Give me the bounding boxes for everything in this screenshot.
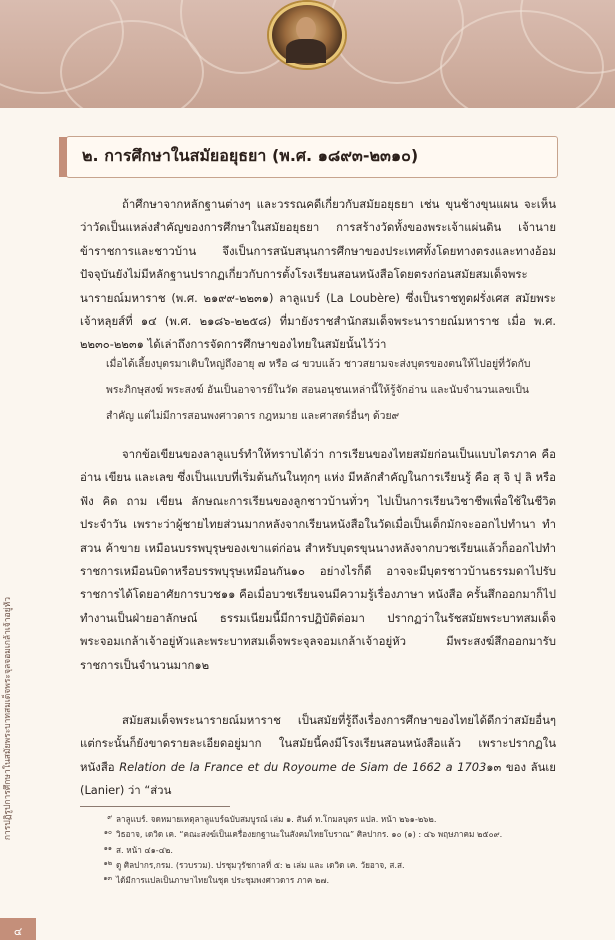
footnote-divider xyxy=(80,806,230,807)
page-number: ๔ xyxy=(13,925,23,938)
running-side-title: การปฏิรูปการศึกษาในสมัยพระบาทสมเด็จพระจุลจอมเกล้าเจ้าอยู่หัว xyxy=(3,597,13,841)
paragraph-2 xyxy=(80,443,556,677)
paragraph-3-text-b: ๑๓ ของ ลันเย (Lanier) ว่า “ส่วน xyxy=(80,759,556,798)
footnote: ๑๓ ได้มีการแปลเป็นภาษาไทยในชุด ประชุมพงศาวดาร ภาค ๒๗. xyxy=(103,874,330,886)
paragraph-3-text-a: สมัยสมเด็จพระนารายณ์มหาราช เป็นสมัยที่รู้ถึงเรื่องการศึกษาของไทยได้ดีกว่าสมัยอื่นๆ แต่กระนั้นก็ยังขาดรายละเอียดอยู่มาก ในสมัยนี้คงมีโรงเรียนสอนหนังสือแล้ว เพราะปรากฏในหนังสือ xyxy=(80,713,556,774)
paragraph-3 xyxy=(80,709,556,803)
footnotes xyxy=(80,812,556,888)
footnote: ๑๑ ส. หน้า ๔๑-๔๒. xyxy=(103,843,173,855)
paragraph-2-text: จากข้อเขียนของลาลูแบร์ทำให้ทราบได้ว่า การเรียนของไทยสมัยก่อนเป็นแบบไตรภาค คือ อ่าน เขียน และเลข ซึ่งเป็นแบบที่เริ่มต้นกันในทุกๆ แห่ง มีหลักสำคัญในการเรียนรู้ คือ สุ จิ ปุ ลิ หรือ ฟัง คิด ถาม เขียน ลักษณะการเรียนของลูกชาวบ้านทั่วๆ ไปเป็นการเรียนวิชาชีพเพื่อใช้ในชีวิตประจำวัน เพราะว่าผู้ชายไทยส่วนมากหลังจากเรียนหนังสือในวัดเมื่อเป็นเด็กมักจะออกไปทำนา ทำสวน ค้าขาย เหมือนบรรพบุรุษของเขาแต่ก่อน สำหรับบุตรขุนนางหลังจากบวชเรียนแล้วก็ออกไปทำราชการเหมือนบิดาหรือบรรพบุรุษเหมือนกัน๑๐ อย่างไรก็ดี อาจจะมีบุตรชาวบ้านธรรมดาไปรับราชการได้โดยอาศัยการบวช๑๑ คือเมื่อบวชเรียนจนมีความรู้เรื่องภาษา หนังสือ ครั้นสึกออกมาก็ไปทำงานเป็นฝ่ายอาลักษณ์ ธรรมเนียมนี้มีการปฏิบัติต่อมา ปรากฏว่าในรัชสมัยพระบาทสมเด็จพระจอมเกล้าเจ้าอยู่หัวและพระบาทสมเด็จพระจุลจอมเกล้าเจ้าอยู่หัว มีพระสงฆ์สึกออกมารับราชการเป็นจำนวนมาก๑๒ xyxy=(80,447,556,672)
footnote: ๑๒ ดู ศิลปากร,กรม. (รวบรวม). ปรชุมวุรัชกาลที่ ๕: ๒ เล่ม และ เดวิด เค. วัยอาจ, ส.ส. xyxy=(103,858,405,870)
paragraph-1 xyxy=(80,193,556,357)
decorative-header xyxy=(0,0,615,108)
paragraph-1-text: ถ้าศึกษาจากหลักฐานต่างๆ และวรรณคดีเกี่ยวกับสมัยอยุธยา เช่น ขุนช้างขุนแผน จะเห็นว่าวัดเป็นแหล่งสำคัญของการศึกษาในสมัยอยุธยา การสร้างวัดทั้งของพระเจ้าแผ่นดิน เจ้านาย ข้าราชการและชาวบ้าน จึงเป็นการสนับสนุนการศึกษาของประเทศทั้งโดยทางตรงและทางอ้อม ปัจจุบันยังไม่มีหลักฐานปรากฏเกี่ยวกับการตั้งโรงเรียนสอนหนังสือโดยตรงก่อนสมัยสมเด็จพระนารายณ์มหาราช (พ.ศ. ๒๑๙๙-๒๒๓๑) ลาลูแบร์ (La Loubère) ซึ่งเป็นราชทูตฝรั่งเศส สมัยพระเจ้าหลุยส์ที่ ๑๔ (พ.ศ. ๒๑๘๖-๒๒๕๘) ที่มายังราชสำนักสมเด็จพระนารายณ์มหาราช เมื่อ พ.ศ. ๒๒๓๐-๒๒๓๑ ได้เล่าถึงการจัดการศึกษาของไทยในสมัยนั้นไว้ว่า xyxy=(80,197,556,352)
section-title: ๒. การศึกษาในสมัยอยุธยา (พ.ศ. ๑๘๙๓-๒๓๑๐) xyxy=(82,146,419,165)
king-portrait-medallion xyxy=(269,2,345,68)
block-quote: เมื่อได้เลี้ยงบุตรมาเติบใหญ่ถึงอายุ ๗ หรือ ๘ ขวบแล้ว ชาวสยามจะส่งบุตรของตนให้ไปอยู่ที่วัดกับพระภิกษุสงฆ์ พระสงฆ์ อันเป็นอาจารย์ในวัด สอนอนุชนเหล่านี้ให้รู้จักอ่าน และนับจำนวนเลขเป็นสำคัญ แต่ไม่มีการสอนพงศาวดาร กฎหมาย และศาสตร์อื่นๆ ด้วย๙ xyxy=(106,358,531,422)
footnote: ๙ ลาลูแบร์. จดหมายเหตุลาลูแบร์ฉบับสมบูรณ์ เล่ม ๑. สันต์ ท.โกมลบุตร แปล. หน้า ๒๖๑-๒๖๒. xyxy=(107,813,437,824)
footnote: ๑๐ วิธอาจ, เดวิด เค. “คณะสงฆ์เป็นเครื่องยกฐานะในสังคมไทยโบราณ” ศิลปากร. ๑๐ (๑) : ๔๖ พฤษภาคม ๒๕๐๙. xyxy=(103,828,503,840)
paragraph-3-book-title: Relation de la France et du Royoume de Siam de 1662 a 1703 xyxy=(119,759,487,774)
